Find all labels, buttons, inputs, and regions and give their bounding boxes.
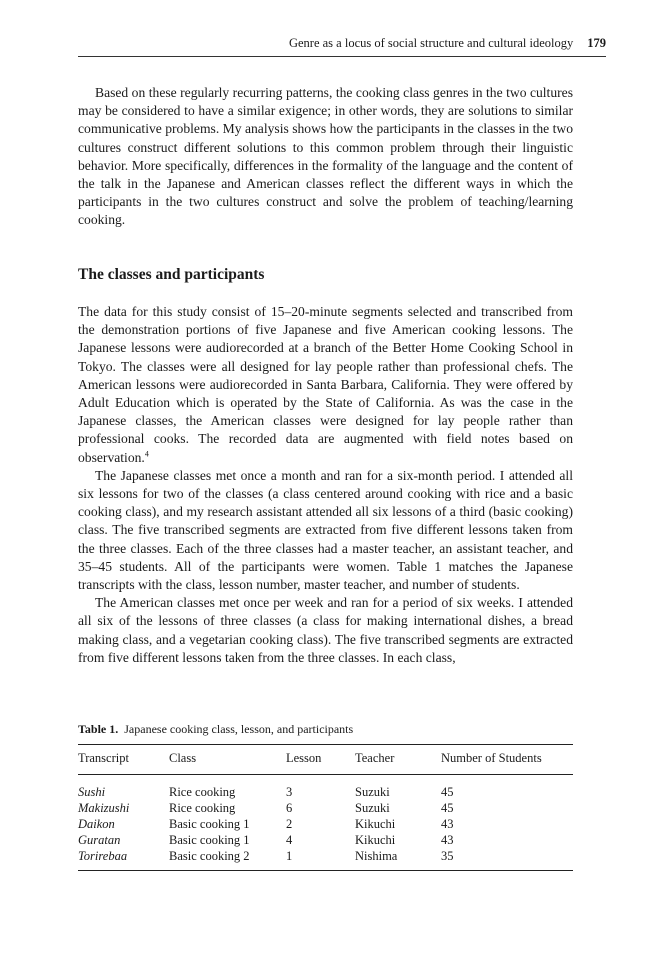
column-header: Transcript: [78, 745, 169, 775]
table-cell: 2: [286, 817, 293, 831]
table-cell: Nishima: [355, 849, 398, 863]
table-cell: 43: [441, 833, 454, 847]
running-header: [78, 36, 606, 57]
body-paragraph: The Japanese classes met once a month and ran for a six-month period. I attended all six lessons for two of the classes (a class centered around cooking with rice and a basic cooking class), and my research assistant attended all six lessons of a third (basic cooking) class. The five transcribed segments are extracted from five different lessons taken from the three classes. Each of the three classes had a master teacher, an assistant teacher, and 35–45 students. All of the participants were women. Table 1 matches the Japanese transcripts with the class, lesson number, master teacher, and number of students.: [78, 467, 573, 593]
table-cell: 35: [441, 849, 454, 863]
table-label: Table 1.: [78, 722, 119, 736]
table-cell: Basic cooking 1: [169, 833, 250, 847]
table-cell: Makizushi: [78, 801, 130, 815]
column-header: Teacher: [355, 745, 441, 775]
table-cell: Sushi: [78, 785, 106, 799]
table-cell: Kikuchi: [355, 833, 396, 847]
table-cell: Suzuki: [355, 801, 390, 815]
body-paragraph: Based on these regularly recurring patterns, the cooking class genres in the two cultures may be considered to have a similar exigence; in other words, they are solutions to similar communicative problems. My analysis shows how the participants in the classes in the two cultures construct different solutions to this common problem through their linguistic behavior. More specifically, differences in the formality of the language and the content of the talk in the Japanese and American classes reflect the different ways in which the participants in the two cultures construct and solve the problem of teaching/learning cooking.: [78, 85, 573, 228]
intro-text: [78, 84, 573, 230]
footnote-marker: 4: [144, 449, 149, 459]
table-row: [78, 848, 573, 871]
table-cell: 45: [441, 785, 454, 799]
table-cell: Kikuchi: [355, 817, 396, 831]
paragraph-text: The data for this study consist of 15–20-minute segments selected and transcribed from the demonstration portions of five Japanese and five American cooking lessons. The Japanese lessons were audiorecorded at a branch of the Better Home Cooking School in Tokyo. The classes were all designed for lay people rather than professional chefs. The American lessons were audiorecorded in Santa Barbara, California. They were offered by Adult Education which is operated by the State of California. As was the case in the Japanese classes, the American classes were designed for lay people rather than professional cooks. The recorded data are augmented with field notes based on observation.: [78, 304, 573, 465]
section-body: [78, 303, 573, 667]
table-cell: Guratan: [78, 833, 121, 847]
body-paragraph: [78, 303, 573, 467]
column-header: Class: [169, 745, 286, 775]
table-header-row: [78, 745, 573, 775]
table-cell: Basic cooking 1: [169, 817, 250, 831]
table-cell: Daikon: [78, 817, 115, 831]
table-cell: Basic cooking 2: [169, 849, 250, 863]
section-heading: The classes and participants: [78, 266, 265, 283]
table-cell: Torirebaa: [78, 849, 128, 863]
table-caption-text: Japanese cooking class, lesson, and participants: [124, 722, 354, 736]
column-header: Number of Students: [441, 745, 573, 775]
table-row: [78, 775, 573, 801]
table-cell: Rice cooking: [169, 801, 236, 815]
table-row: [78, 800, 573, 816]
participants-table: [78, 744, 573, 871]
table-caption: [78, 722, 353, 737]
column-header: Lesson: [286, 745, 355, 775]
table-cell: 1: [286, 849, 293, 863]
page-number: 179: [587, 36, 606, 50]
table-cell: 4: [286, 833, 293, 847]
table-cell: 3: [286, 785, 293, 799]
table-row: [78, 816, 573, 832]
table-cell: 6: [286, 801, 293, 815]
table-cell: Suzuki: [355, 785, 390, 799]
running-title: Genre as a locus of social structure and cultural ideology: [288, 36, 574, 50]
body-paragraph: The American classes met once per week and ran for a period of six weeks. I attended all six of the lessons of three classes (a class for making international dishes, a bread making class, and a vegetarian cooking class). The five transcribed segments are extracted from five different lessons taken from the three classes. In each class,: [78, 595, 573, 665]
table-row: [78, 832, 573, 848]
table-cell: 43: [441, 817, 454, 831]
table-cell: Rice cooking: [169, 785, 236, 799]
table-cell: 45: [441, 801, 454, 815]
